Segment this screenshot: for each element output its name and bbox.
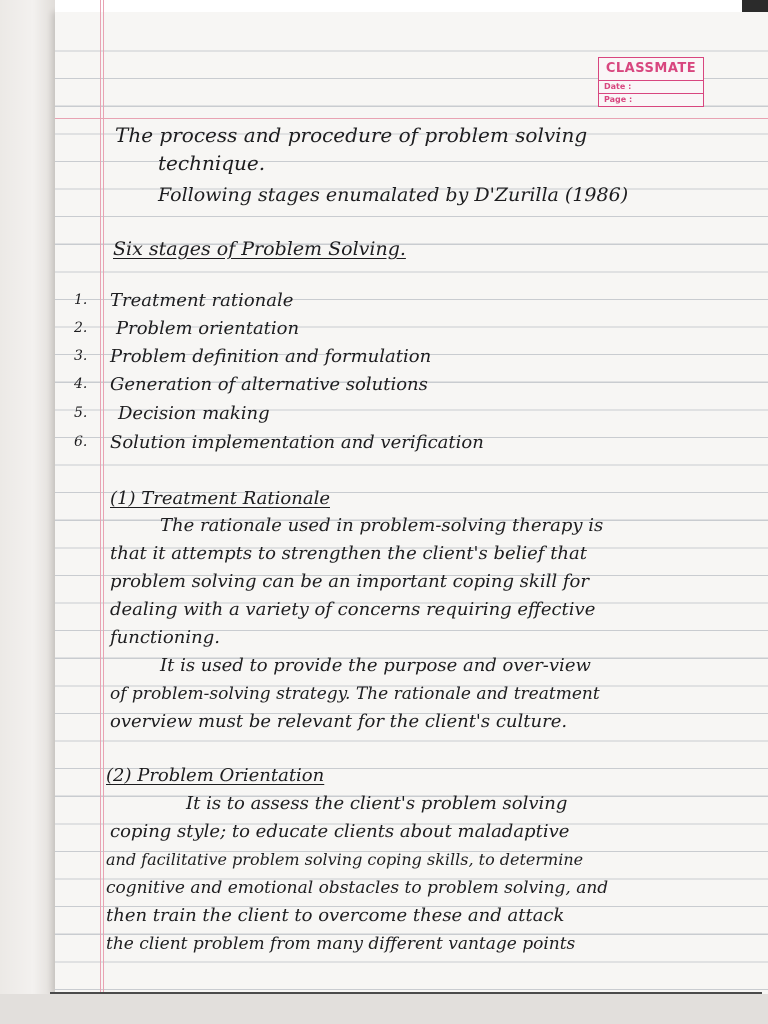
heading-line-2: technique. xyxy=(158,151,266,175)
page-bottom-edge xyxy=(0,994,768,1024)
left-margin-line-2 xyxy=(103,0,104,994)
section1-line: It is used to provide the purpose and over-view xyxy=(160,655,591,676)
section2-line: coping style; to educate clients about maladaptive xyxy=(110,821,570,842)
stage-item: Generation of alternative solutions xyxy=(110,374,428,395)
section1-line: overview must be relevant for the client's culture. xyxy=(110,711,568,732)
section1-line: of problem-solving strategy. The rationale and treatment xyxy=(110,684,600,704)
binding-shadow xyxy=(0,0,60,1024)
bottom-rule xyxy=(50,992,762,994)
section1-line: that it attempts to strengthen the client's belief that xyxy=(110,543,587,564)
section2-line: then train the client to overcome these and attack xyxy=(106,905,565,926)
stage-number: 5. xyxy=(74,405,88,421)
stage-number: 6. xyxy=(74,434,88,450)
scan-corner xyxy=(742,0,768,12)
section1-line: functioning. xyxy=(110,627,220,648)
stage-item: Solution implementation and verification xyxy=(110,432,484,453)
classmate-stamp xyxy=(598,57,704,107)
left-margin-line xyxy=(100,0,101,994)
stage-number: 2. xyxy=(74,320,88,336)
stage-item: Treatment rationale xyxy=(110,290,294,311)
section2-line: It is to assess the client's problem solving xyxy=(186,793,568,814)
section2-line: and facilitative problem solving coping skills, to determine xyxy=(106,850,584,869)
section1-line: problem solving can be an important coping skill for xyxy=(110,571,589,592)
section1-title: (1) Treatment Rationale xyxy=(110,488,330,509)
stage-item: Decision making xyxy=(118,403,270,424)
stamp-brand: CLASSMATE xyxy=(599,58,703,81)
header-margin-line xyxy=(55,118,768,119)
page-top-edge xyxy=(55,0,768,12)
stage-number: 4. xyxy=(74,376,88,392)
stamp-date: Date : xyxy=(599,81,703,94)
section1-line: The rationale used in problem-solving therapy is xyxy=(160,515,604,536)
stage-number: 3. xyxy=(74,348,88,364)
section2-title: (2) Problem Orientation xyxy=(106,765,325,786)
stamp-page: Page : xyxy=(604,95,633,104)
stage-item: Problem orientation xyxy=(116,318,300,339)
section2-line: the client problem from many different vantage points xyxy=(106,934,576,954)
heading-line-1: The process and procedure of problem solving xyxy=(115,123,588,147)
heading-line-3: Following stages enumalated by D'Zurilla (1986) xyxy=(158,184,629,206)
section2-line: cognitive and emotional obstacles to problem solving, and xyxy=(106,878,609,898)
stage-item: Problem definition and formulation xyxy=(110,346,432,367)
section1-line: dealing with a variety of concerns requiring effective xyxy=(110,599,596,620)
subheading: Six stages of Problem Solving. xyxy=(113,238,406,260)
stage-number: 1. xyxy=(74,292,88,308)
